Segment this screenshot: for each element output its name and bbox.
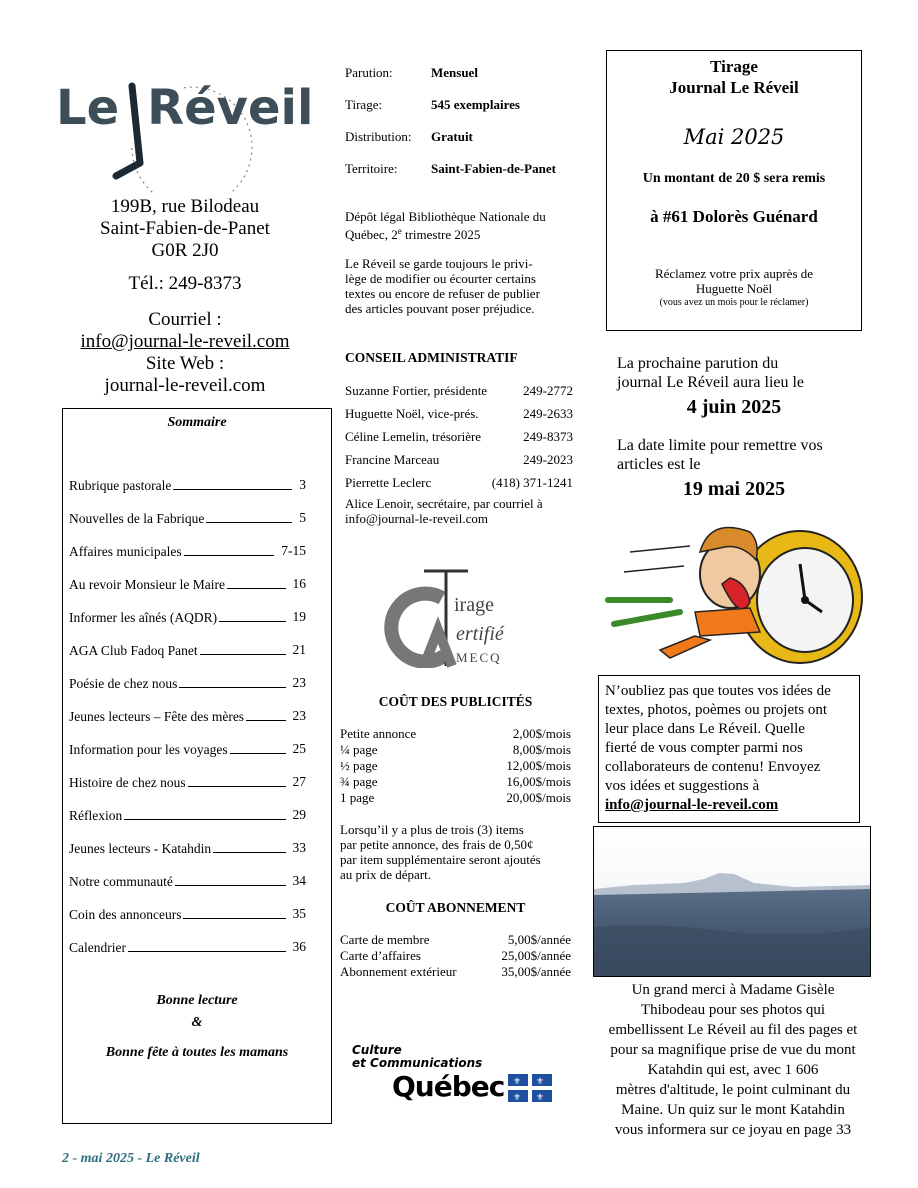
next-issue: La prochaine parution du journal Le Réveil aura lieu le [617,355,805,391]
email-link[interactable]: info@journal-le-reveil.com [80,331,290,352]
toc-leader [188,774,286,787]
abonnement-row [340,964,571,980]
culture-quebec-logo [352,1044,562,1110]
member-phone: 249-2633 [523,406,573,421]
toc-page: 16 [292,576,306,591]
toc-label: AGA Club Fadoq Panet [69,643,198,658]
toc-page: 3 [299,477,306,492]
logo-text-le: Le [56,80,120,136]
pub-price: 20,00$/mois [506,790,571,805]
closing-fete-mamans: Bonne fête à toutes les mamans [105,1045,289,1060]
address-block [40,196,330,262]
toc-label: Au revoir Monsieur le Maire [69,577,225,592]
ideas-email-link[interactable]: info@journal-le-reveil.com [605,797,779,813]
toc-page: 21 [292,642,306,657]
toc-label: Histoire de chez nous [69,775,186,790]
pub-row [340,774,571,790]
toc-row [69,906,305,923]
toc-leader [175,873,286,886]
member-phone: 249-2023 [523,452,573,467]
abonnement-price: 25,00$/année [501,948,571,963]
toc-page: 33 [292,840,306,855]
depot-legal [345,209,585,242]
pub-label: ½ page [340,758,378,773]
tirage-box [606,50,862,331]
svg-text:⚜: ⚜ [536,1076,545,1086]
tirage-claim1: Réclamez votre prix auprès de [654,266,814,281]
culture-line3: Québec [392,1070,505,1103]
photo-caption: Un grand merci à Madame Gisèle Thibodeau pour ses photos qui embellissent Le Réveil au fil des pages et pour sa magnifique prise de vue du mont Katahdin qui est, avec 1 606 mètres d'altitude, le point culminant du Maine. Un quiz sur le mont Katahdin vous informera sur ce joyau en page 33 [608,982,858,1138]
toc-row [69,675,305,692]
toc-leader [184,543,275,556]
parution-value: Mensuel [431,65,478,80]
pub-label: ¼ page [340,742,378,757]
toc-row [69,741,305,758]
toc-page: 36 [292,939,306,954]
publication-info [345,65,585,185]
toc-row [69,939,305,956]
tirage-winner: à #61 Dolorès Guénard [650,207,818,226]
toc-row [69,543,305,560]
toc-leader [200,642,286,655]
member-name: Céline Lemelin, trésorière [345,429,482,444]
closing-ampersand: & [191,1015,203,1030]
toc-leader [173,477,292,490]
tirage-label: Tirage: [345,97,383,112]
toc-row [69,774,305,791]
distribution-value: Gratuit [431,129,473,144]
ideas-box: N’oubliez pas que toutes vos idées de textes, photos, poèmes ou projets ont leur place dans Le Réveil. Quelle fierté de vous compter parmi nos collaborateurs de contenu! Envoyez vos idées et suggestions à info@journal-le-reveil.com [598,675,860,823]
toc-page: 29 [292,807,306,822]
svg-text:⚜: ⚜ [513,1092,522,1102]
sommaire-title: Sommaire [167,415,227,430]
toc-label: Coin des annonceurs [69,907,182,922]
cartoon-illustration [600,512,870,672]
conseil-member [345,406,573,422]
toc-page: 35 [292,906,306,921]
member-name: Suzanne Fortier, présidente [345,383,488,398]
toc-label: Jeunes lecteurs - Katahdin [69,841,212,856]
pub-row [340,742,571,758]
member-name: Huguette Noël, vice-prés. [345,406,479,421]
member-name: Francine Marceau [345,452,440,467]
toc-label: Informer les aînés (AQDR) [69,610,218,625]
toc-leader [246,708,285,721]
toc-label: Information pour les voyages [69,742,228,757]
tirage-claim2: Huguette Noël [695,281,773,296]
abonnement-label: Carte d’affaires [340,948,421,963]
running-clock-icon [600,512,870,672]
publicites-title: COÛT DES PUBLICITÉS [378,694,533,709]
quebec-flag-icon [508,1074,552,1102]
toc-label: Calendrier [69,940,126,955]
amecq-line2: ertifié [456,623,504,645]
conseil-secretary: Alice Lenoir, secrétaire, par courriel à info@journal-le-reveil.com [345,496,543,526]
address-street: 199B, rue Bilodeau [110,196,260,217]
toc-page: 7-15 [281,543,306,558]
toc-row [69,840,305,857]
tirage-month: Mai 2025 [683,125,785,149]
toc-page: 5 [299,510,306,525]
toc-leader [183,906,285,919]
abonnement-label: Carte de membre [340,932,430,947]
toc-page: 19 [292,609,306,624]
toc-label: Jeunes lecteurs – Fête des mères [69,709,245,724]
publicites-note: Lorsqu’il y a plus de trois (3) items par petite annonce, des frais de 0,50¢ par item supplémentaire seront ajoutés au prix de départ. [340,822,541,882]
toc-label: Affaires municipales [69,544,182,559]
page-footer: 2 - mai 2025 - Le Réveil [62,1151,200,1166]
toc-row [69,708,305,725]
deadline-text: La date limite pour remettre vos articles est le [617,437,823,473]
toc-leader [213,840,285,853]
katahdin-photo [593,826,871,977]
distribution-label: Distribution: [345,129,412,144]
toc-leader [179,675,285,688]
toc-label: Rubrique pastorale [69,478,172,493]
tirage-title1: Tirage [710,57,758,76]
logo-text-reveil: Réveil [147,80,314,136]
toc-label: Réflexion [69,808,123,823]
toc-leader [230,741,286,754]
toc-page: 25 [292,741,306,756]
territoire-value: Saint-Fabien-de-Panet [431,161,556,176]
pub-price: 8,00$/mois [512,742,571,757]
abonnement-title: COÛT ABONNEMENT [385,900,526,915]
pub-row [340,790,571,806]
member-phone: 249-8373 [523,429,573,444]
pub-row [340,758,571,774]
toc-page: 27 [292,774,306,789]
culture-line2: et Communications [352,1056,483,1070]
sommaire-box [62,408,332,1124]
conseil-member [345,475,573,491]
deadline-date: 19 mai 2025 [682,478,786,500]
amecq-line1: irage [454,594,494,616]
culture-line1: Culture [352,1043,402,1057]
amecq-line3: MECQ [456,650,502,665]
pub-label: 1 page [340,790,375,805]
conseil-member [345,429,573,445]
pub-price: 16,00$/mois [506,774,571,789]
amecq-logo-icon [384,568,524,668]
svg-text:⚜: ⚜ [536,1092,545,1102]
abonnement-row [340,932,571,948]
toc-row [69,477,305,494]
toc-row [69,609,305,626]
address-postal: G0R 2J0 [151,240,219,261]
member-phone: (418) 371-1241 [491,475,573,490]
abonnement-price: 5,00$/année [507,932,571,947]
address-city: Saint-Fabien-de-Panet [100,218,270,239]
pub-row [340,726,571,742]
toc-row [69,807,305,824]
toc-page: 34 [292,873,306,888]
abonnement-price: 35,00$/année [501,964,571,979]
member-name: Pierrette Leclerc [345,475,432,490]
pub-price: 2,00$/mois [512,726,571,741]
abonnement-label: Abonnement extérieur [340,964,457,979]
toc-leader [219,609,285,622]
territoire-label: Territoire: [345,161,398,176]
conseil-member [345,383,573,399]
conseil-member [345,452,573,468]
toc-leader [206,510,292,523]
amecq-logo [384,568,524,668]
web-url[interactable]: journal-le-reveil.com [104,375,266,396]
closing-bonne-lecture: Bonne lecture [156,993,238,1008]
toc-label: Poésie de chez nous [69,676,178,691]
reserve-notice: Le Réveil se garde toujours le privi- lège de modifier ou écourter certains textes ou encore de refuser de publier des articles pouvant poser préjudice. [345,256,540,316]
journal-logo [52,68,322,193]
tirage-value: 545 exemplaires [431,97,520,112]
toc-label: Nouvelles de la Fabrique [69,511,205,526]
conseil-title: CONSEIL ADMINISTRATIF [345,350,518,365]
tirage-claim3: (vous avez un mois pour le réclamer) [659,297,809,308]
toc-page: 23 [292,675,306,690]
next-issue-date: 4 juin 2025 [686,396,782,418]
address-phone: Tél.: 249-8373 [128,273,242,294]
tirage-amount: Un montant de 20 $ sera remis [642,171,826,186]
abonnement-row [340,948,571,964]
toc-row [69,642,305,659]
toc-leader [124,807,285,820]
pub-price: 12,00$/mois [506,758,571,773]
pub-label: Petite annonce [340,726,417,741]
svg-text:⚜: ⚜ [513,1076,522,1086]
toc-row [69,510,305,527]
toc-label: Notre communauté [69,874,173,889]
toc-page: 23 [292,708,306,723]
toc-row [69,576,305,593]
mountain-landscape-icon [594,827,871,977]
tirage-title2: Journal Le Réveil [669,78,799,97]
member-phone: 249-2772 [523,383,573,398]
depot-line1: Dépôt légal Bibliothèque Nationale du [345,209,546,224]
toc-leader [227,576,286,589]
parution-label: Parution: [345,65,393,80]
toc-leader [128,939,286,952]
depot-line2: Québec, 2e trimestre 2025 [345,226,481,243]
toc-row [69,873,305,890]
pub-label: ¾ page [340,774,378,789]
web-label: Site Web : [145,353,225,374]
email-label: Courriel : [148,309,222,330]
